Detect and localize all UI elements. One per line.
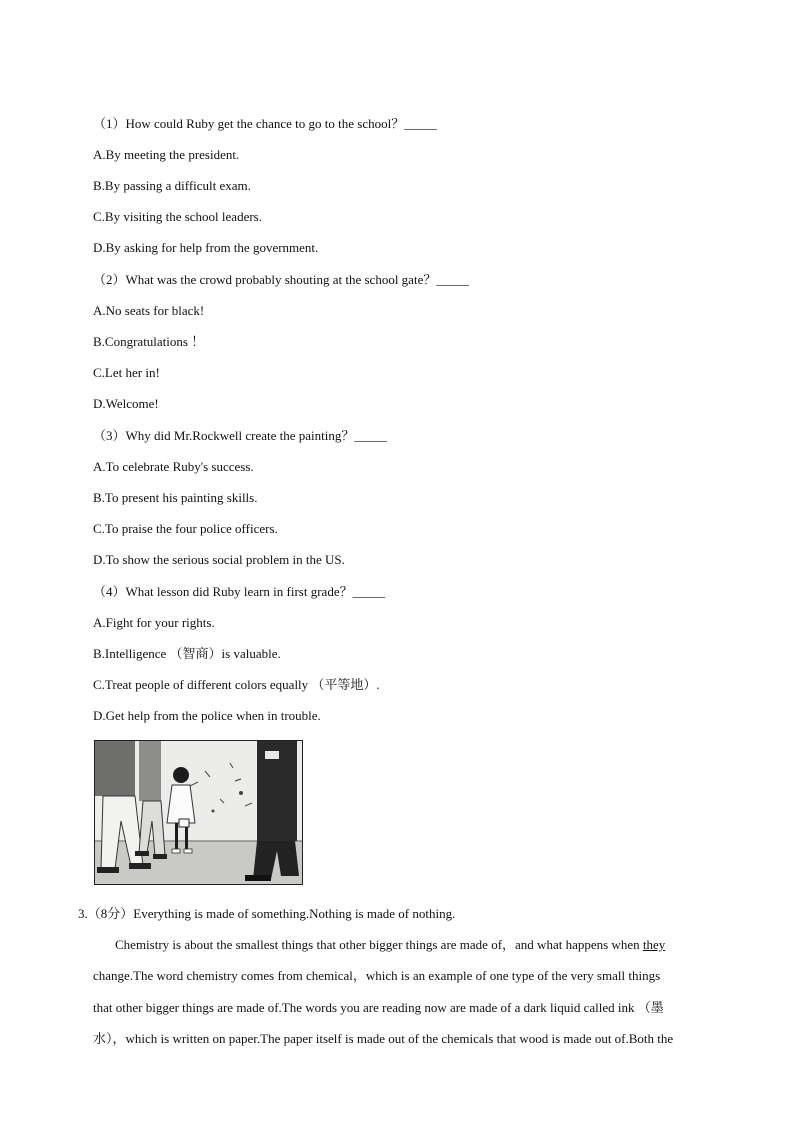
question-2-option-a: A.No seats for black! bbox=[93, 303, 205, 318]
question-2-stem: （2）What was the crowd probably shouting at the school gate？_____ bbox=[93, 272, 469, 287]
question-4-option-a: A.Fight for your rights. bbox=[93, 615, 215, 630]
question-4-option-b: B.Intelligence （智商）is valuable. bbox=[93, 646, 281, 661]
passage-line-1 bbox=[115, 936, 665, 954]
question-3-option-b: B.To present his painting skills. bbox=[93, 490, 258, 505]
question-1-option-c: C.By visiting the school leaders. bbox=[93, 209, 262, 224]
question-2-option-d: D.Welcome! bbox=[93, 396, 159, 411]
passage-line-3: that other bigger things are made of.The words you are reading now are made of a dark liquid called ink （墨 bbox=[93, 1000, 664, 1015]
question-4-option-d: D.Get help from the police when in trouble. bbox=[93, 708, 321, 723]
question-2-option-b: B.Congratulations ！ bbox=[93, 334, 205, 349]
question-3-stem: （3）Why did Mr.Rockwell create the painting？_____ bbox=[93, 428, 387, 443]
passage-line-2: change.The word chemistry comes from chemical，which is an example of one type of the very small things bbox=[93, 968, 661, 983]
question-1-option-b: B.By passing a difficult exam. bbox=[93, 178, 251, 193]
question-3-option-a: A.To celebrate Ruby's success. bbox=[93, 459, 254, 474]
passage-line-4: 水），which is written on paper.The paper itself is made out of the chemicals that wood is made out of.Both the bbox=[93, 1031, 674, 1046]
underlined-word-they: they bbox=[642, 937, 666, 952]
painting-image bbox=[95, 741, 302, 884]
question-2-option-c: C.Let her in! bbox=[93, 365, 160, 380]
question-4-stem: （4）What lesson did Ruby learn in first grade？_____ bbox=[93, 584, 386, 599]
section-3-heading: 3.（8分）Everything is made of something.Nothing is made of nothing. bbox=[78, 906, 456, 921]
question-4-option-c: C.Treat people of different colors equally （平等地）. bbox=[93, 677, 380, 692]
question-1-option-d: D.By asking for help from the government. bbox=[93, 240, 319, 255]
passage-line-1-text: Chemistry is about the smallest things that other bigger things are made of，and what happens when bbox=[115, 937, 643, 952]
question-3-option-c: C.To praise the four police officers. bbox=[93, 521, 278, 536]
question-1-option-a: A.By meeting the president. bbox=[93, 147, 240, 162]
question-1-stem: （1）How could Ruby get the chance to go to the school？_____ bbox=[93, 116, 437, 131]
question-3-option-d: D.To show the serious social problem in the US. bbox=[93, 552, 345, 567]
painting-illustration bbox=[94, 740, 303, 885]
